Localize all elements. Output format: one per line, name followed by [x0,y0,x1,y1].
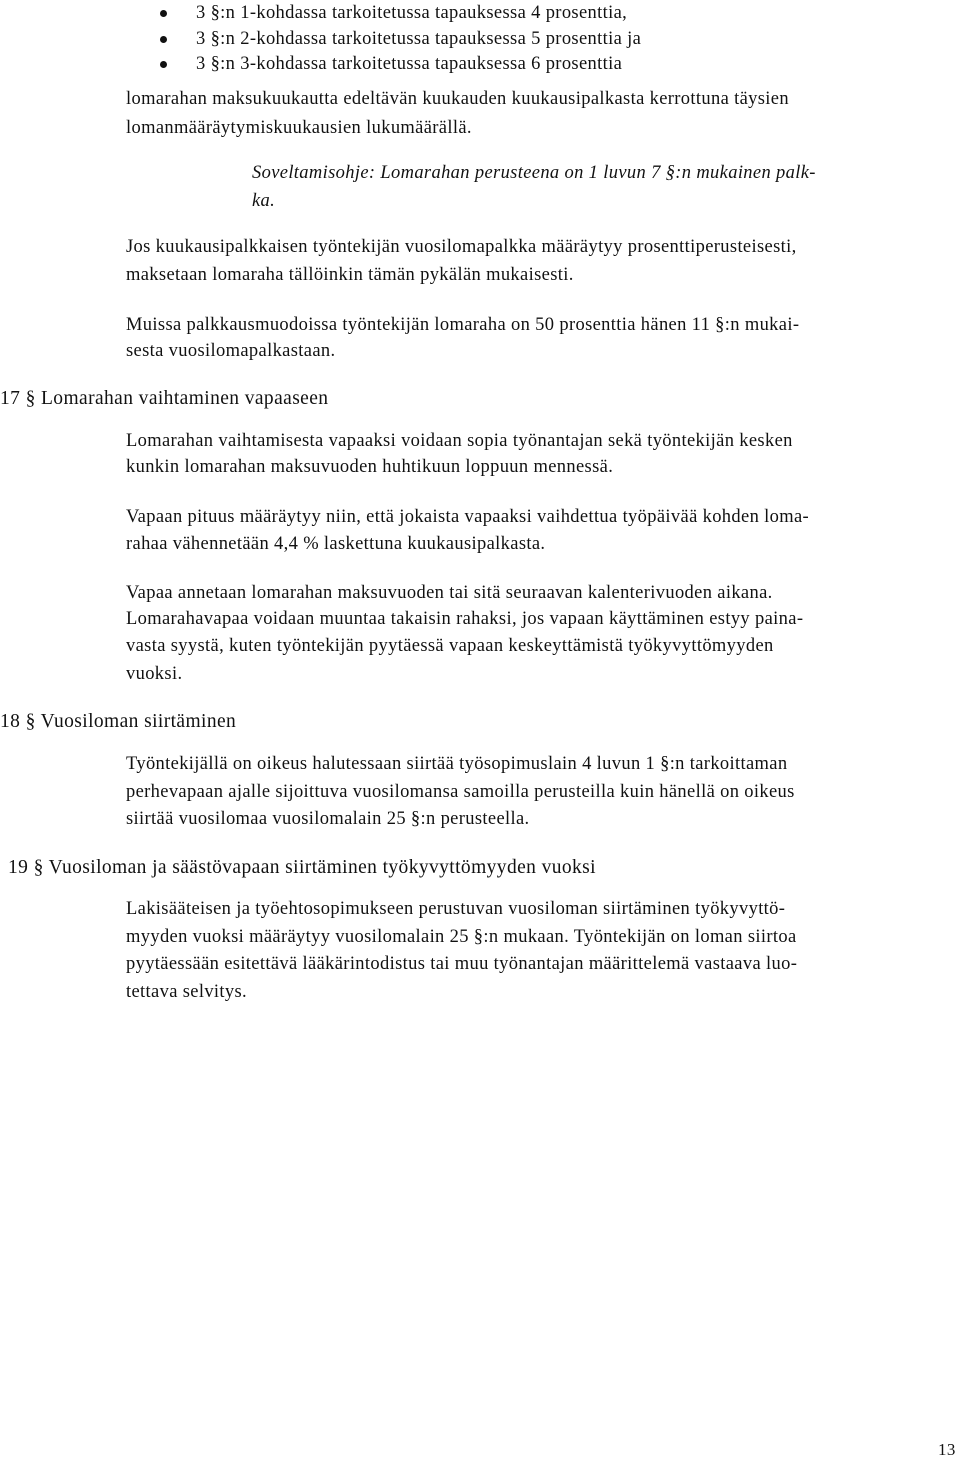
text-line: lomanmääräytymiskuukausien lukumäärällä. [126,118,472,138]
text-line: perhevapaan ajalle sijoittuva vuosilomansa samoilla perusteilla kuin hänellä on oikeus [126,782,795,802]
text-line: kunkin lomarahan maksuvuoden huhtikuun loppuun mennessä. [126,457,614,477]
text-line: myyden vuoksi määräytyy vuosilomalain 25 §:n mukaan. Työntekijän on loman siirtoa [126,927,797,947]
text-line: tettava selvitys. [126,982,248,1002]
text-line: vasta syystä, kuten työntekijän pyytäessä vapaan keskeyttämistä työkyvyttömyyden [126,636,774,656]
text-line: vuoksi. [126,664,183,684]
bullet-text: 3 §:n 3-kohdassa tarkoitetussa tapauksessa 6 prosenttia [196,54,623,74]
text-line: Soveltamisohje: Lomarahan perusteena on 1 luvun 7 §:n mukainen palk- [252,163,816,183]
text-line: ka. [252,191,276,211]
bullet-icon [160,36,167,43]
bullet-icon [160,10,167,17]
bullet-text: 3 §:n 1-kohdassa tarkoitetussa tapauksessa 4 prosenttia, [196,3,628,23]
text-line: Työntekijällä on oikeus halutessaan siirtää työsopimuslain 4 luvun 1 §:n tarkoittaman [126,754,788,774]
text-line: sesta vuosilomapalkastaan. [126,341,336,361]
text-line: Vapaa annetaan lomarahan maksuvuoden tai sitä seuraavan kalenterivuoden aikana. [126,583,773,603]
text-line: pyytäessään esitettävä lääkärintodistus tai muu työnantajan määrittelemä vastaava luo- [126,954,798,974]
bullet-icon [160,61,167,68]
section-heading: 18 § Vuosiloman siirtäminen [0,711,237,732]
text-line: siirtää vuosilomaa vuosilomalain 25 §:n perusteella. [126,809,530,829]
bullet-text: 3 §:n 2-kohdassa tarkoitetussa tapauksessa 5 prosenttia ja [196,29,642,49]
section-heading: 19 § Vuosiloman ja säästövapaan siirtäminen työkyvyttömyyden vuoksi [8,857,596,878]
text-line: Lomarahan vaihtamisesta vapaaksi voidaan sopia työnantajan sekä työntekijän kesken [126,431,793,451]
page-number: 13 [938,1440,956,1459]
text-line: Lakisääteisen ja työehtosopimukseen perustuvan vuosiloman siirtäminen työkyvyttö- [126,899,786,919]
text-line: Muissa palkkausmuodoissa työntekijän lomaraha on 50 prosenttia hänen 11 §:n mukai- [126,315,800,335]
text-line: lomarahan maksukuukautta edeltävän kuukauden kuukausipalkasta kerrottuna täysien [126,89,789,109]
text-line: rahaa vähennetään 4,4 % laskettuna kuukausipalkasta. [126,534,546,554]
section-heading: 17 § Lomarahan vaihtaminen vapaaseen [0,388,329,409]
text-line: maksetaan lomaraha tällöinkin tämän pykälän mukaisesti. [126,265,574,285]
text-line: Lomarahavapaa voidaan muuntaa takaisin rahaksi, jos vapaan käyttäminen estyy paina- [126,609,804,629]
text-line: Jos kuukausipalkkaisen työntekijän vuosilomapalkka määräytyy prosenttiperusteisesti, [126,237,797,257]
text-line: Vapaan pituus määräytyy niin, että jokaista vapaaksi vaihdettua työpäivää kohden loma- [126,507,810,527]
